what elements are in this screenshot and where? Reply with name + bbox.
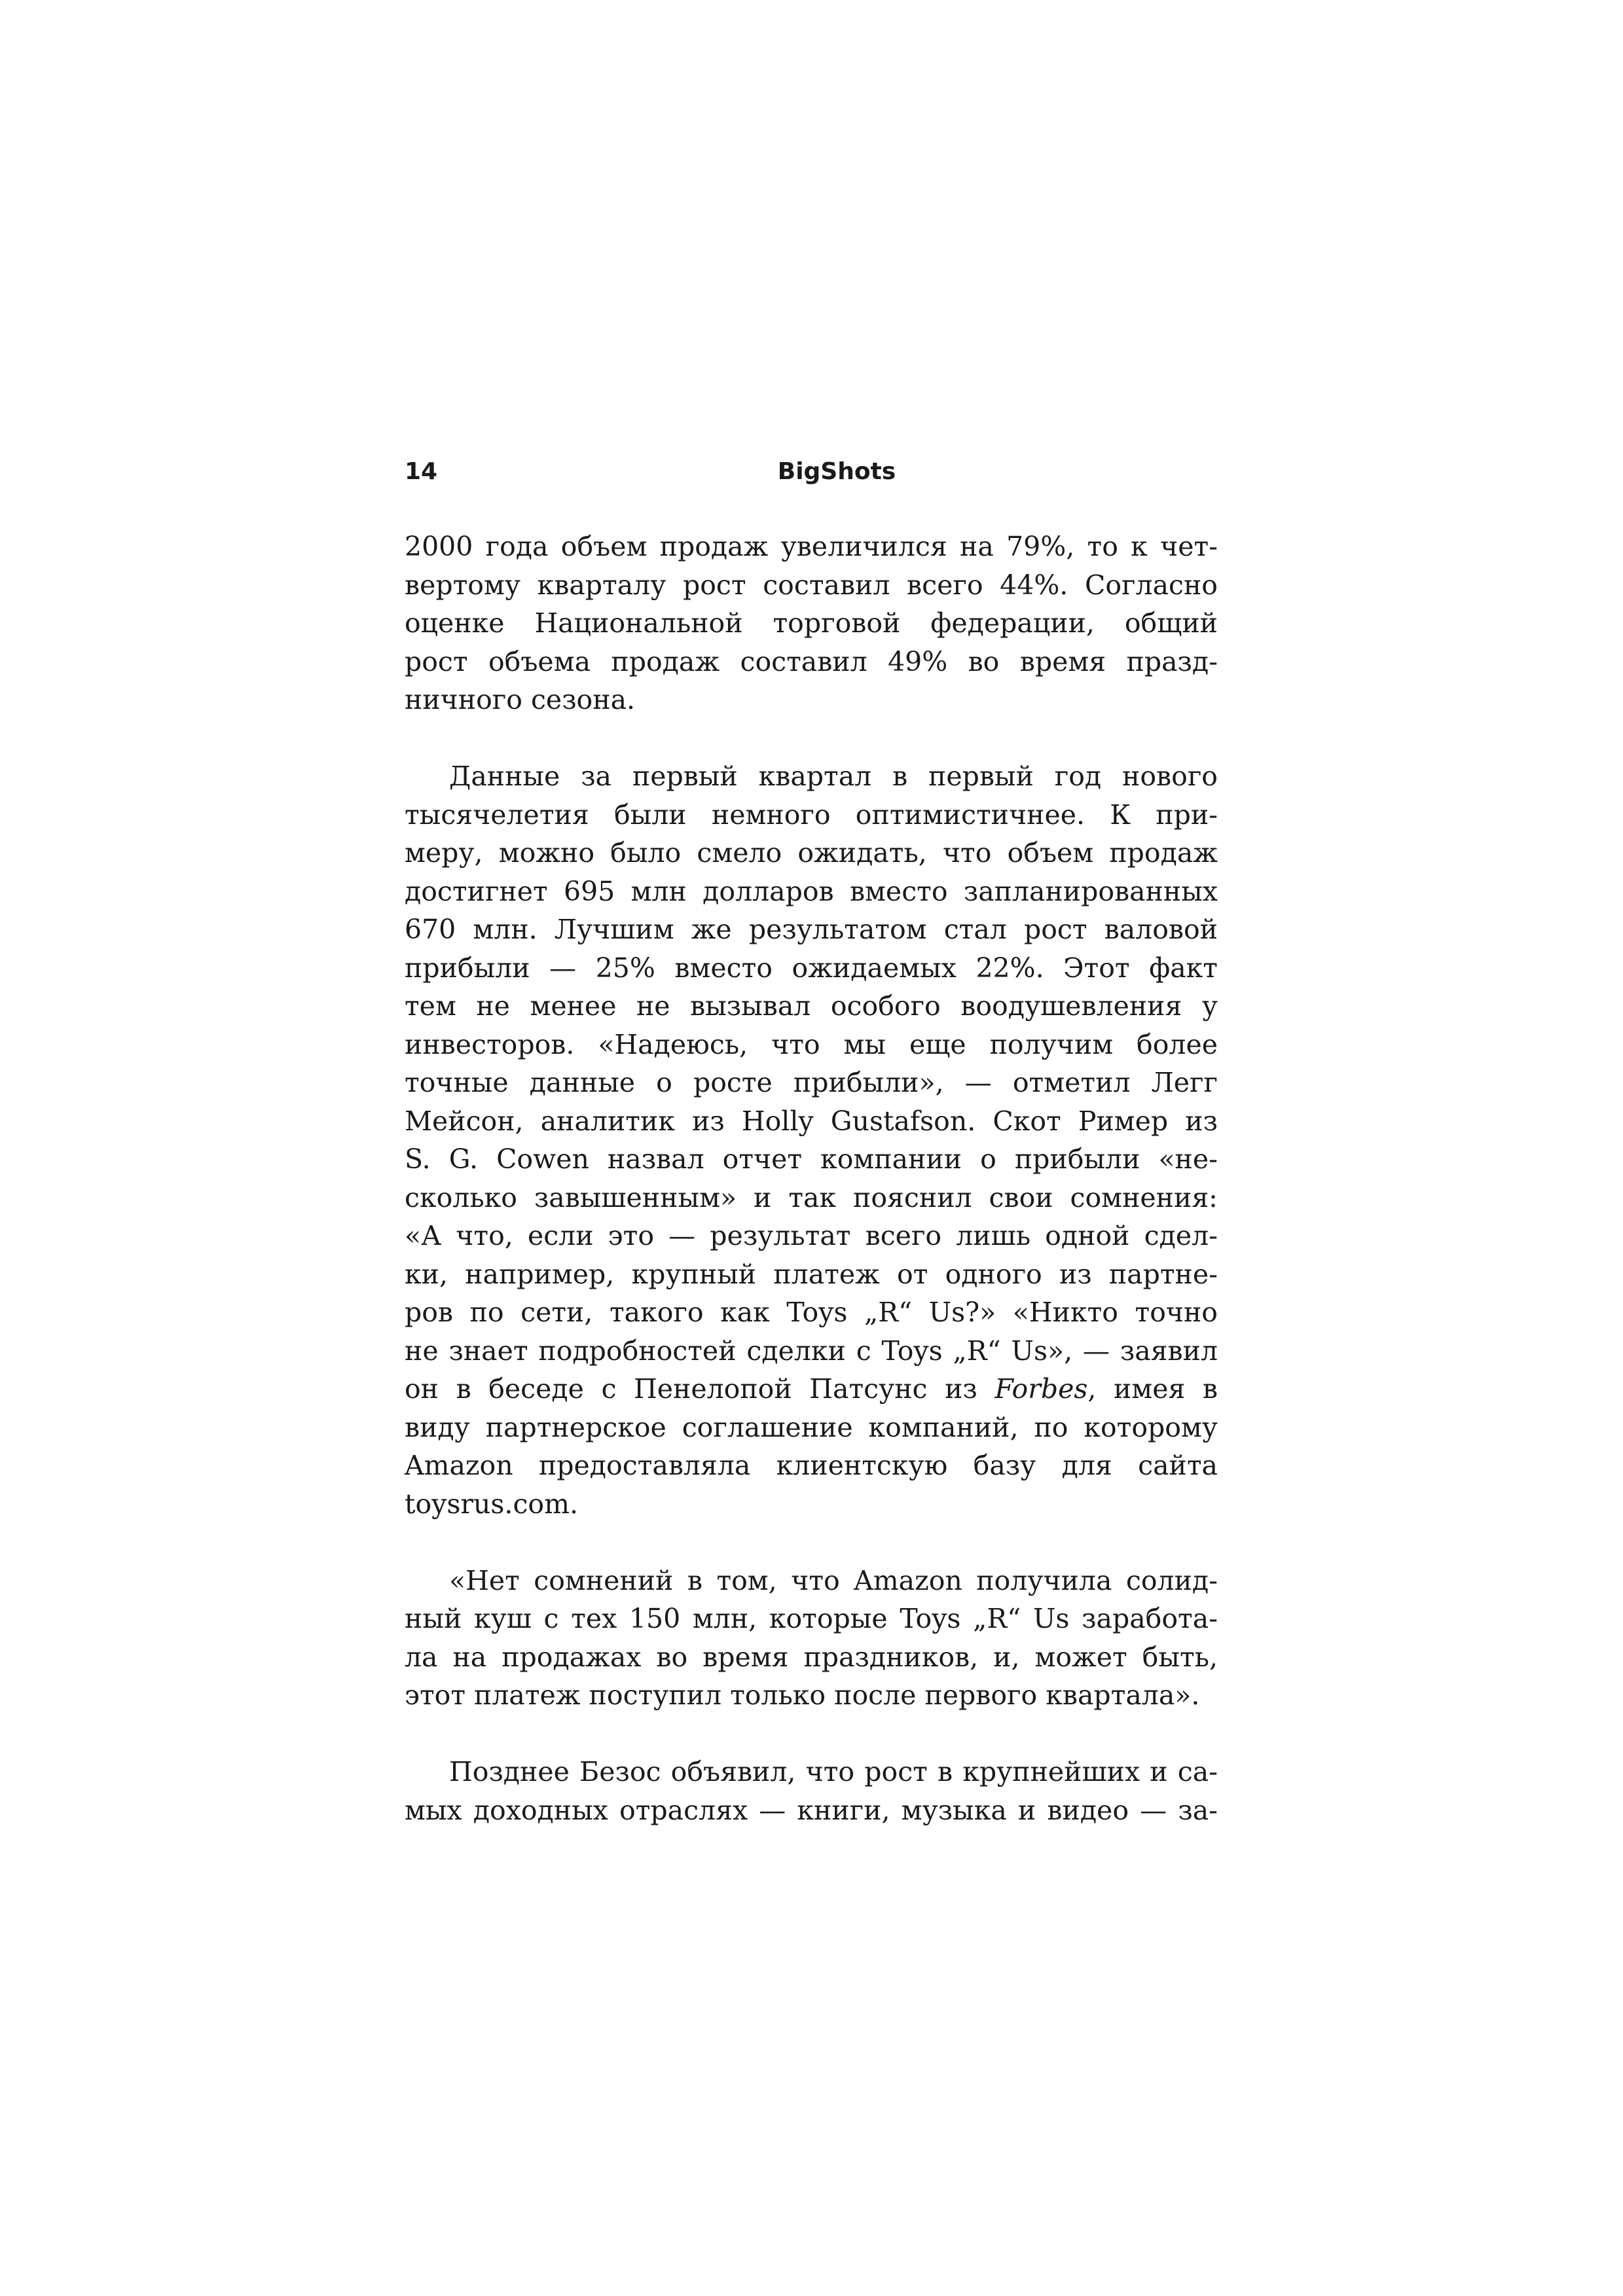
- paragraph-gap: [405, 1523, 1218, 1562]
- text-line: инвесторов. «Надеюсь, что мы еще получим более: [405, 1028, 1218, 1060]
- page-number: 14: [405, 458, 438, 485]
- text-fragment: , имея в: [1087, 1373, 1218, 1405]
- body-text: [405, 528, 1218, 1829]
- text-line: S. G. Cowen назвал отчет компании о прибыли «не-: [405, 1143, 1218, 1175]
- paragraph: [405, 528, 1218, 719]
- text-line: 670 млн. Лучшим же результатом стал рост валовой: [405, 914, 1218, 945]
- text-line: мых доходных отраслях — книги, музыка и видео — за-: [405, 1794, 1218, 1826]
- text-line: «Нет сомнений в том, что Amazon получила солид-: [449, 1564, 1218, 1596]
- publication-name: Forbes: [994, 1373, 1088, 1405]
- text-line: точные данные о росте прибыли», — отметил Легг: [405, 1067, 1218, 1098]
- text-line: toysrus.com.: [405, 1488, 578, 1520]
- text-line: Данные за первый квартал в первый год нового: [449, 761, 1218, 792]
- paragraph: [405, 1753, 1218, 1829]
- paragraph-gap: [405, 1715, 1218, 1753]
- text-line: Позднее Безос объявил, что рост в крупнейших и са-: [449, 1756, 1218, 1787]
- paragraph: [405, 1562, 1218, 1715]
- text-line: Мейсон, аналитик из Holly Gustafson. Скот Ример из: [405, 1105, 1218, 1137]
- text-line: достигнет 695 млн долларов вместо запланированных: [405, 875, 1218, 907]
- text-line: виду партнерское соглашение компаний, по которому: [405, 1411, 1218, 1443]
- text-line: ров по сети, такого как Toys „R“ Us?» «Никто точно: [405, 1297, 1218, 1328]
- text-fragment: он в беседе с Пенелопой Патсунс из: [405, 1373, 995, 1405]
- running-head: [405, 458, 1218, 497]
- book-title: BigShots: [777, 458, 896, 485]
- paragraph: [405, 757, 1218, 1523]
- text-line-forbes: [405, 1370, 1218, 1408]
- text-line: ки, например, крупный платеж от одного из партне-: [405, 1258, 1218, 1290]
- text-line: тысячелетия были немного оптимистичнее. К при-: [405, 798, 1218, 831]
- text-line: сколько завышенным» и так пояснил свои сомнения:: [405, 1181, 1218, 1213]
- paragraph-gap: [405, 719, 1218, 758]
- text-line: вертому кварталу рост составил всего 44%. Согласно: [405, 569, 1218, 601]
- text-line: тем не менее не вызывал особого воодушевления у: [405, 990, 1218, 1022]
- text-line: ный куш с тех 150 млн, которые Toys „R“ Us заработа-: [405, 1603, 1218, 1634]
- text-line: прибыли — 25% вместо ожидаемых 22%. Этот факт: [405, 952, 1218, 984]
- text-line: 2000 года объем продаж увеличился на 79%, то к чет-: [405, 531, 1218, 562]
- text-line: меру, можно было смело ожидать, что объем продаж: [405, 837, 1218, 869]
- text-line: рост объема продаж составил 49% во время празд-: [405, 645, 1218, 677]
- text-line: ла на продажах во время праздников, и, может быть,: [405, 1641, 1218, 1673]
- text-line: оценке Национальной торговой федерации, общий: [405, 607, 1218, 639]
- text-line: «А что, если это — результат всего лишь одной сдел-: [405, 1220, 1218, 1251]
- text-line: этот платеж поступил только после первого квартала».: [405, 1679, 1200, 1711]
- text-line: ничного сезона.: [405, 684, 636, 715]
- text-line: не знает подробностей сделки с Toys „R“ Us», — заявил: [405, 1335, 1218, 1367]
- text-line: Amazon предоставляла клиентскую базу для сайта: [405, 1450, 1218, 1481]
